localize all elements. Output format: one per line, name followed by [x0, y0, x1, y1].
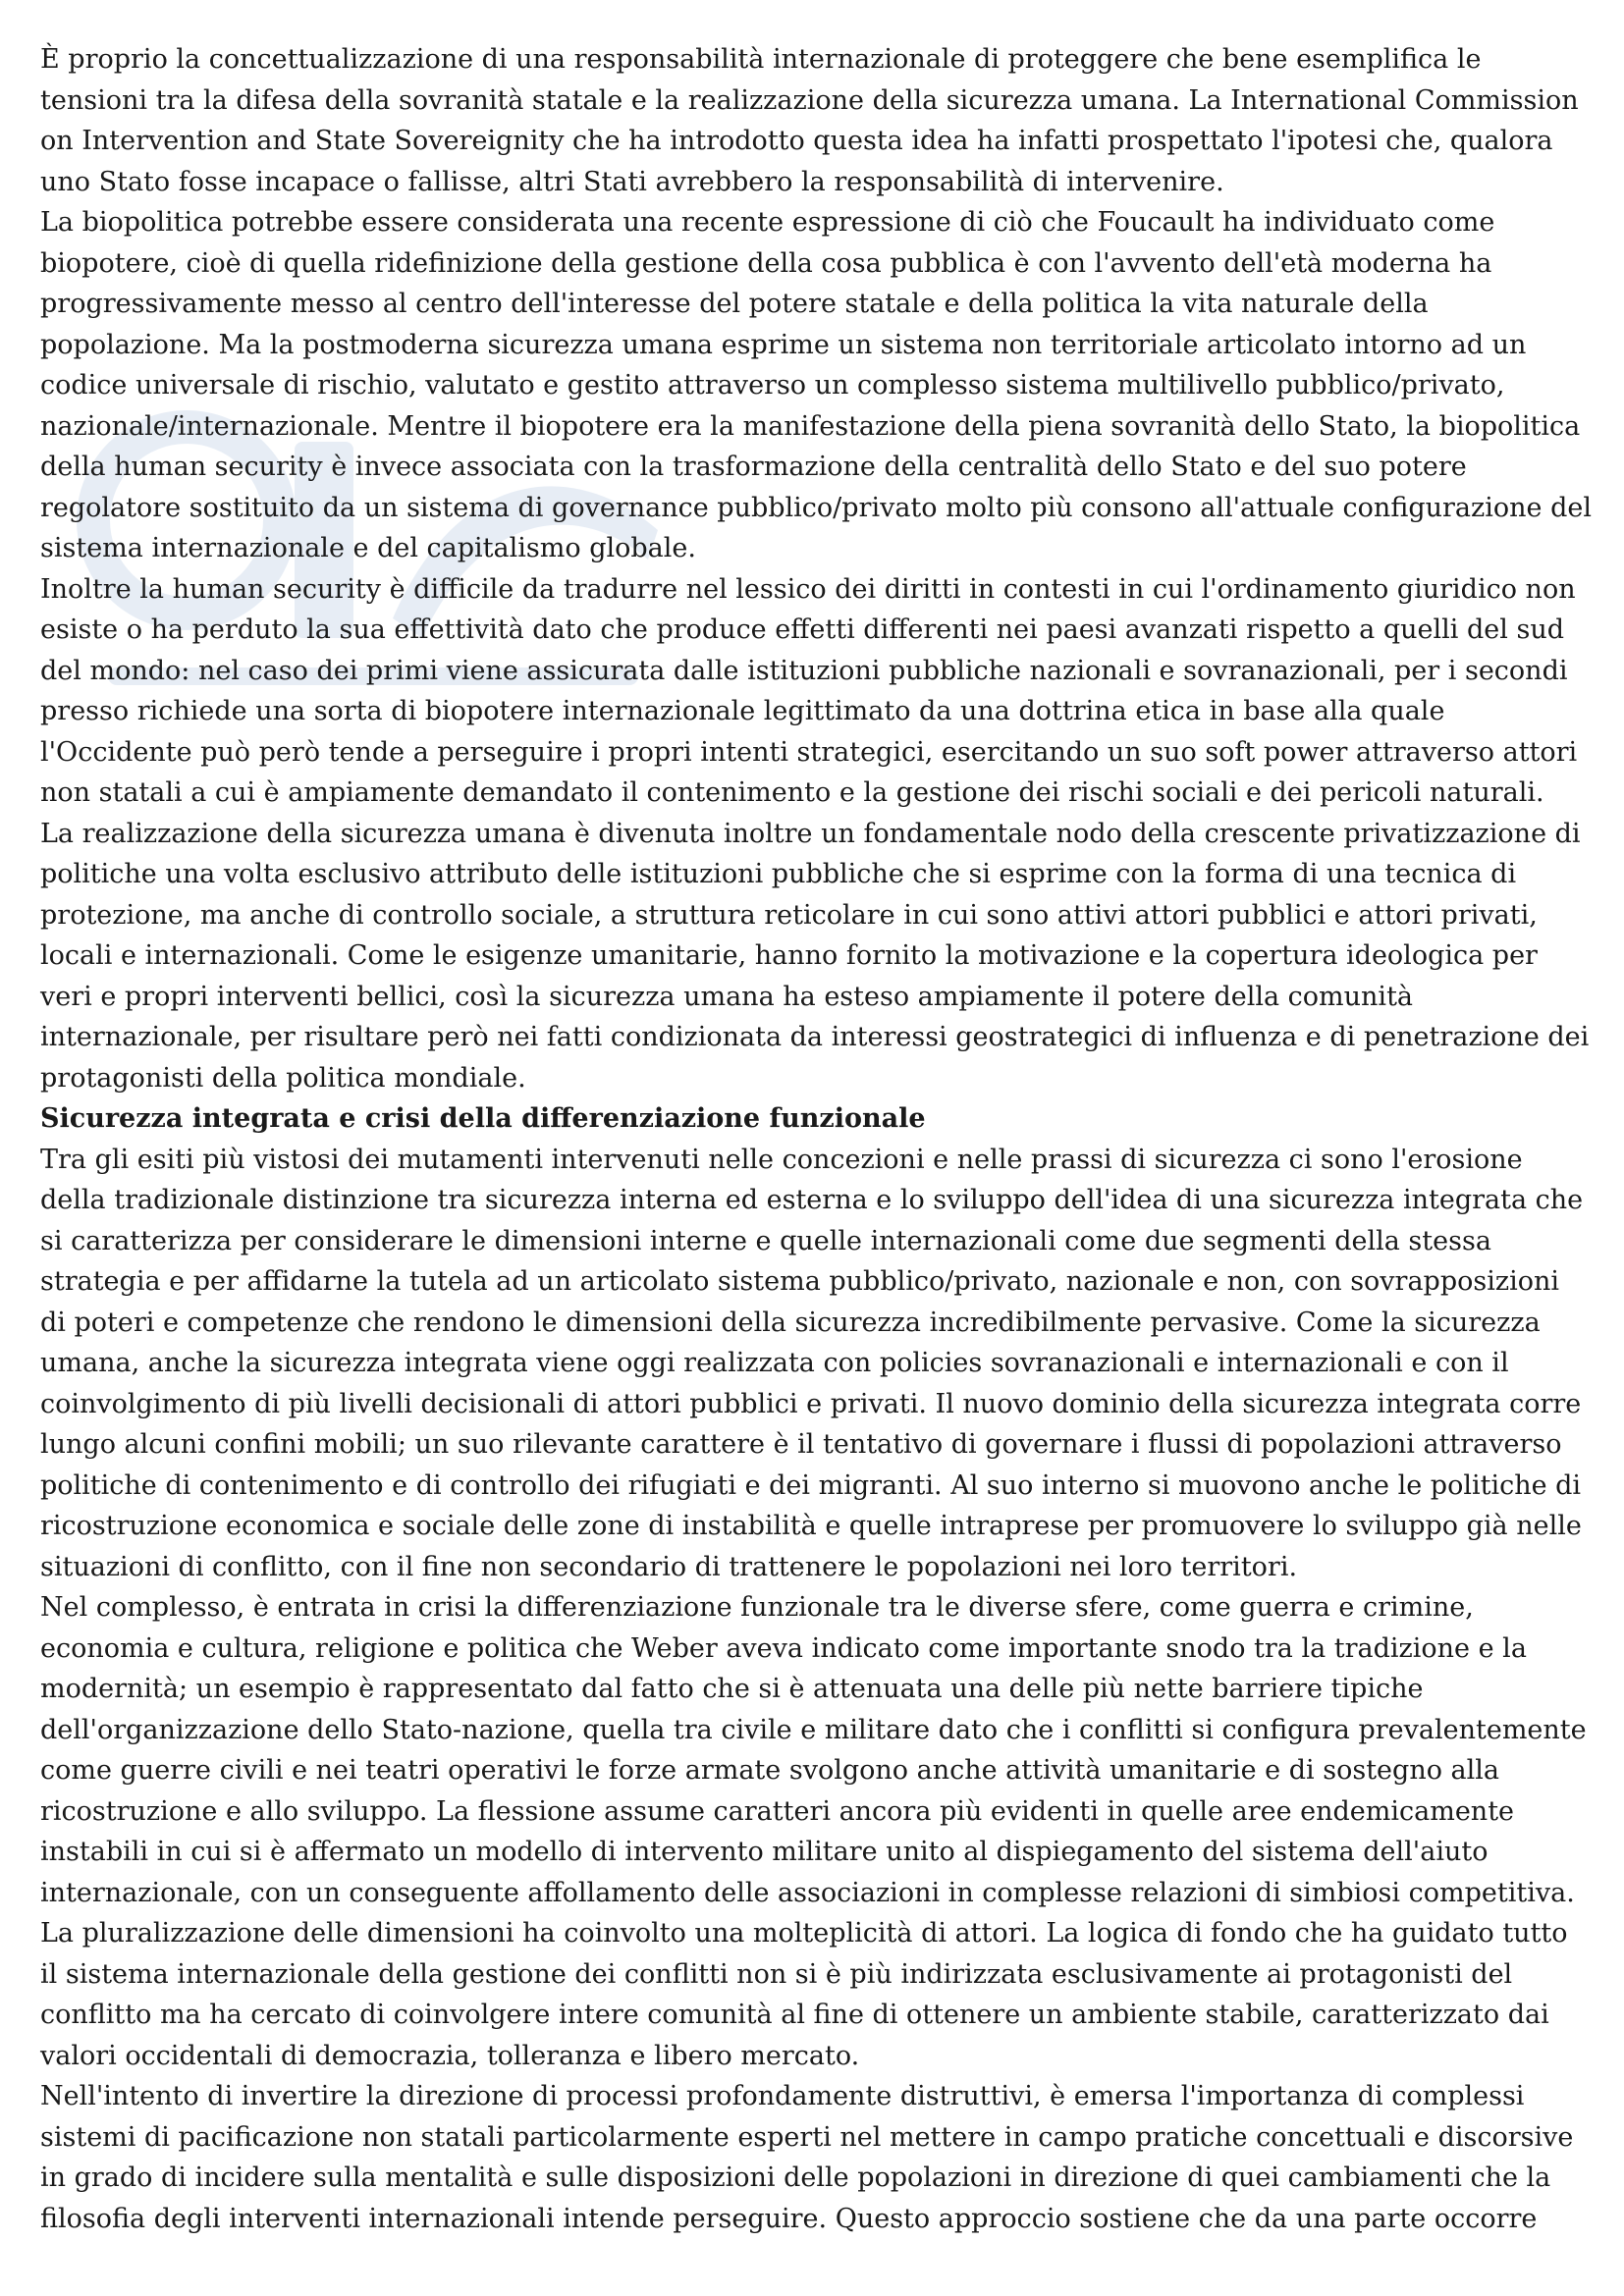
paragraph: La biopolitica potrebbe essere considerata una recente espressione di ciò che Foucault ha individuato come biopotere, cioè di quella ridefinizione della gestione della cosa pubblica è con l'avvento dell'età moderna ha progressivamente messo al centro dell'interesse del potere statale e della politica la vita naturale della popolazione. Ma la postmoderna sicurezza umana esprime un sistema non territoriale articolato intorno ad un codice universale di rischio, valutato e gestito attraverso un complesso sistema multilivello pubblico/privato, nazionale/internazionale. Mentre il biopotere era la manifestazione della piena sovranità dello Stato, la biopolitica della human security è invece associata con la trasformazione della centralità dello Stato e del suo potere regolatore sostituito da un sistema di governance pubblico/privato molto più consono all'attuale configurazione del sistema internazionale e del capitalismo globale. — [40, 207, 1592, 563]
section-heading: Sicurezza integrata e crisi della differenziazione funzionale — [40, 1103, 926, 1134]
paragraph: La realizzazione della sicurezza umana è divenuta inoltre un fondamentale nodo della crescente privatizzazione di politiche una volta esclusivo attributo delle istituzioni pubbliche che si esprime con la forma di una tecnica di protezione, ma anche di controllo sociale, a struttura reticolare in cui sono attivi attori pubblici e attori privati, locali e internazionali. Come le esigenze umanitarie, hanno fornito la motivazione e la copertura ideologica per veri e propri interventi bellici, così la sicurezza umana ha esteso ampiamente il potere della comunità internazionale, per risultare però nei fatti condizionata da interessi geostrategici di influenza e di penetrazione dei protagonisti della politica mondiale. — [40, 818, 1590, 1094]
paragraph: La pluralizzazione delle dimensioni ha coinvolto una molteplicità di attori. La logica di fondo che ha guidato tutto il sistema internazionale della gestione dei conflitti non si è più indirizzata esclusivamente ai protagonisti del conflitto ma ha cercato di coinvolgere intere comunità al fine di ottenere un ambiente stabile, caratterizzato dai valori occidentali di democrazia, tolleranza e libero mercato. — [40, 1918, 1568, 2071]
paragraph: Nel complesso, è entrata in crisi la differenziazione funzionale tra le diverse sfere, come guerra e crimine, economia e cultura, religione e politica che Weber aveva indicato come importante snodo tra la tradizione e la modernità; un esempio è rappresentato dal fatto che si è attenuata una delle più nette barriere tipiche dell'organizzazione dello Stato-nazione, quella tra civile e militare dato che i conflitti si configura prevalentemente come guerre civili e nei teatri operativi le forze armate svolgono anche attività umanitarie e di sostegno alla ricostruzione e allo sviluppo. La flessione assume caratteri ancora più evidenti in quelle aree endemicamente instabili in cui si è affermato un modello di intervento militare unito al dispiegamento del sistema dell'aiuto internazionale, con un conseguente affollamento delle associazioni in complesse relazioni di simbiosi competitiva. — [40, 1592, 1587, 1908]
paragraph: Inoltre la human security è difficile da tradurre nel lessico dei diritti in contesti in cui l'ordinamento giuridico non esiste o ha perduto la sua effettività dato che produce effetti differenti nei paesi avanzati rispetto a quelli del sud del mondo: nel caso dei primi viene assicurata dalle istituzioni pubbliche nazionali e sovranazionali, per i secondi presso richiede una sorta di biopotere internazionale legittimato da una dottrina etica in base alla quale l'Occidente può però tende a perseguire i propri intenti strategici, esercitando un suo soft power attraverso attori non statali a cui è ampiamente demandato il contenimento e la gestione dei rischi sociali e dei pericoli naturali. — [40, 573, 1578, 808]
document-body — [40, 39, 1592, 2239]
paragraph: Nell'intento di invertire la direzione di processi profondamente distruttivi, è emersa l'importanza di complessi sistemi di pacificazione non statali particolarmente esperti nel mettere in campo pratiche concettuali e discorsive in grado di incidere sulla mentalità e sulle disposizioni delle popolazioni in direzione di quei cambiamenti che la filosofia degli interventi internazionali intende perseguire. Questo approccio sostiene che da una parte occorre — [40, 2081, 1574, 2234]
paragraph: Tra gli esiti più vistosi dei mutamenti intervenuti nelle concezioni e nelle prassi di sicurezza ci sono l'erosione della tradizionale distinzione tra sicurezza interna ed esterna e lo sviluppo dell'idea di una sicurezza integrata che si caratterizza per considerare le dimensioni interne e quelle internazionali come due segmenti della stessa strategia e per affidarne la tutela ad un articolato sistema pubblico/privato, nazionale e non, con sovrapposizioni di poteri e competenze che rendono le dimensioni della sicurezza incredibilmente pervasive. Come la sicurezza umana, anche la sicurezza integrata viene oggi realizzata con policies sovranazionali e internazionali e con il coinvolgimento di più livelli decisionali di attori pubblici e privati. Il nuovo dominio della sicurezza integrata corre lungo alcuni confini mobili; un suo rilevante carattere è il tentativo di governare i flussi di popolazioni attraverso politiche di contenimento e di controllo dei rifugiati e dei migranti. Al suo interno si muovono anche le politiche di ricostruzione economica e sociale delle zone di instabilità e quelle intraprese per promuovere lo sviluppo già nelle situazioni di conflitto, con il fine non secondario di trattenere le popolazioni nei loro territori. — [40, 1144, 1584, 1582]
paragraph: È proprio la concettualizzazione di una responsabilità internazionale di proteggere che bene esemplifica le tensioni tra la difesa della sovranità statale e la realizzazione della sicurezza umana. La International Commission on Intervention and State Sovereignity che ha introdotto questa idea ha infatti prospettato l'ipotesi che, qualora uno Stato fosse incapace o fallisse, altri Stati avrebbero la responsabilità di intervenire. — [40, 44, 1579, 197]
